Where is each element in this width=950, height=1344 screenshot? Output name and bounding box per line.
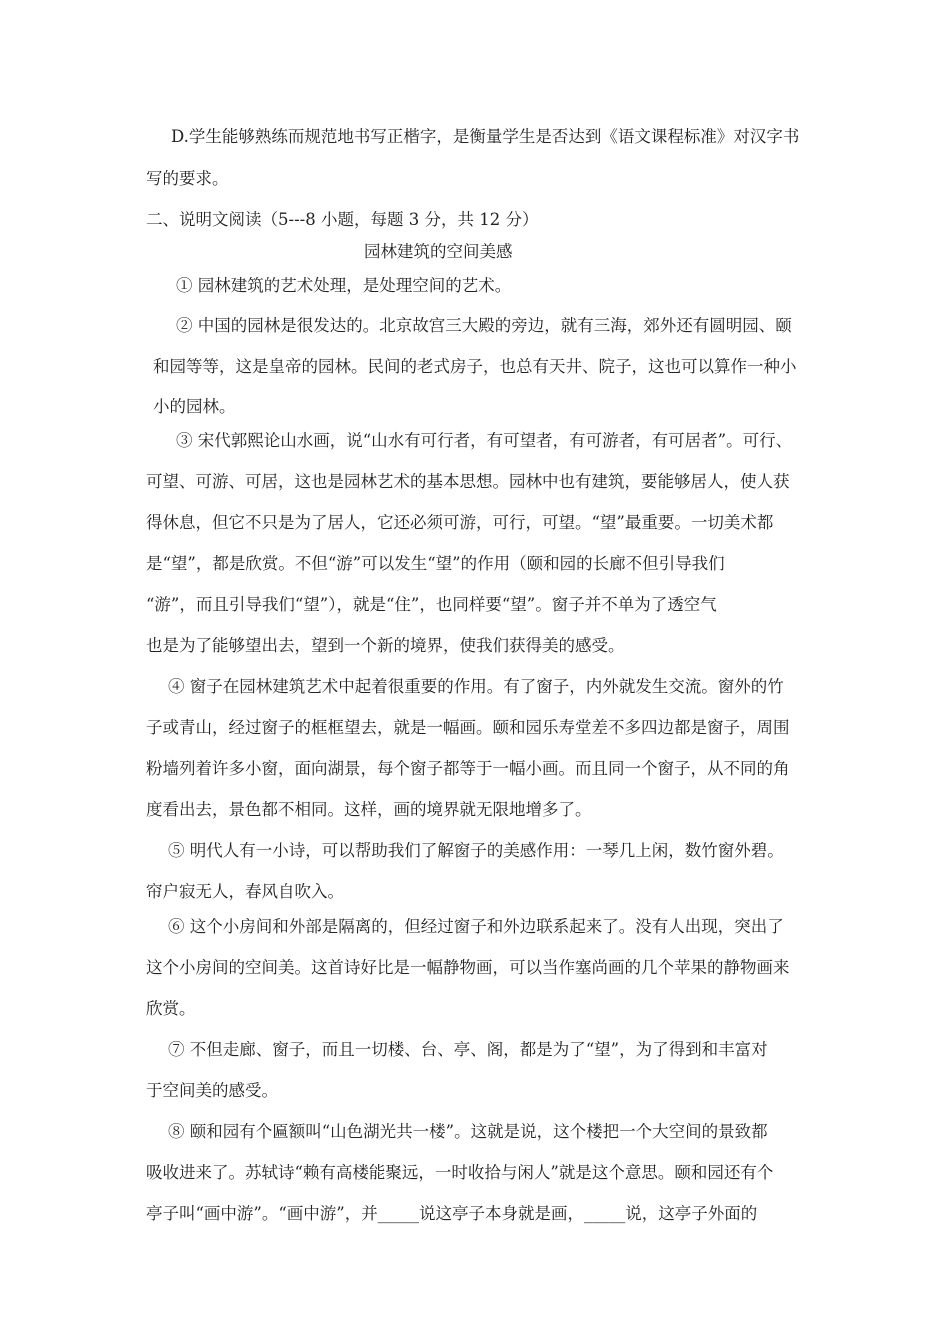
paragraph-8-line3: 亭子叫“画中游”。“画中游”，并_____说这亭子本身就是画，_____说，这亭子外面的 <box>146 1204 758 1223</box>
paragraph-4-line1: ④ 窗子在园林建筑艺术中起着很重要的作用。有了窗子，内外就发生交流。窗外的竹 <box>168 677 784 696</box>
paragraph-2-line2: 和园等等，这是皇帝的园林。民间的老式房子，也总有天井、院子，这也可以算作一种小 <box>153 357 797 376</box>
paragraph-7-line1: ⑦ 不但走廊、窗子，而且一切楼、台、亭、阁，都是为了“望”，为了得到和丰富对 <box>168 1040 768 1059</box>
paragraph-2-line1: ② 中国的园林是很发达的。北京故宫三大殿的旁边，就有三海，郊外还有圆明园、颐 <box>176 316 792 335</box>
paragraph-3-line1: ③ 宋代郭熙论山水画，说“山水有可行者，有可望者，有可游者，有可居者”。可行、 <box>176 431 793 450</box>
paragraph-5-line2: 帘户寂无人，春风自吹入。 <box>146 882 344 901</box>
paragraph-3-line3: 得休息，但它不只是为了居人，它还必须可游，可行，可望。“望”最重要。一切美术都 <box>146 513 774 532</box>
section-heading: 二、说明文阅读（5---8 小题，每题 3 分，共 12 分） <box>146 210 539 229</box>
paragraph-6-line1: ⑥ 这个小房间和外部是隔离的，但经过窗子和外边联系起来了。没有人出现，突出了 <box>168 917 784 936</box>
paragraph-3-line5: “游”，而且引导我们“望”），就是“住”，也同样要“望”。窗子并不单为了透空气 <box>146 595 717 614</box>
article-title: 园林建筑的空间美感 <box>364 242 513 261</box>
option-d-line1: D.学生能够熟练而规范地书写正楷字，是衡量学生是否达到《语文课程标准》对汉字书 <box>171 127 800 146</box>
paragraph-6-line2: 这个小房间的空间美。这首诗好比是一幅静物画，可以当作塞尚画的几个苹果的静物画来 <box>146 958 790 977</box>
paragraph-8-line1: ⑧ 颐和园有个匾额叫“山色湖光共一楼”。这就是说，这个楼把一个大空间的景致都 <box>168 1122 768 1141</box>
paragraph-4-line2: 子或青山，经过窗子的框框望去，就是一幅画。颐和园乐寿堂差不多四边都是窗子，周围 <box>146 718 790 737</box>
paragraph-1: ① 园林建筑的艺术处理，是处理空间的艺术。 <box>176 276 512 295</box>
paragraph-8-line2: 吸收进来了。苏轼诗“赖有高楼能聚远，一时收拾与闲人”就是这个意思。颐和园还有个 <box>146 1163 774 1182</box>
paragraph-5-line1: ⑤ 明代人有一小诗，可以帮助我们了解窗子的美感作用：一琴几上闲，数竹窗外碧。 <box>168 841 784 860</box>
paragraph-3-line2: 可望、可游、可居，这也是园林艺术的基本思想。园林中也有建筑，要能够居人，使人获 <box>146 472 790 491</box>
paragraph-7-line2: 于空间美的感受。 <box>146 1081 278 1100</box>
paragraph-3-line4: 是“望”，都是欣赏。不但“游”可以发生“望”的作用（颐和园的长廊不但引导我们 <box>146 554 725 573</box>
option-d-line2: 写的要求。 <box>146 169 229 188</box>
paragraph-4-line3: 粉墙列着许多小窗，面向湖景，每个窗子都等于一幅小画。而且同一个窗子，从不同的角 <box>146 759 790 778</box>
paragraph-2-line3: 小的园林。 <box>153 397 236 416</box>
paragraph-4-line4: 度看出去，景色都不相同。这样，画的境界就无限地增多了。 <box>146 800 592 819</box>
paragraph-6-line3: 欣赏。 <box>146 999 196 1018</box>
paragraph-3-line6: 也是为了能够望出去，望到一个新的境界，使我们获得美的感受。 <box>146 636 625 655</box>
